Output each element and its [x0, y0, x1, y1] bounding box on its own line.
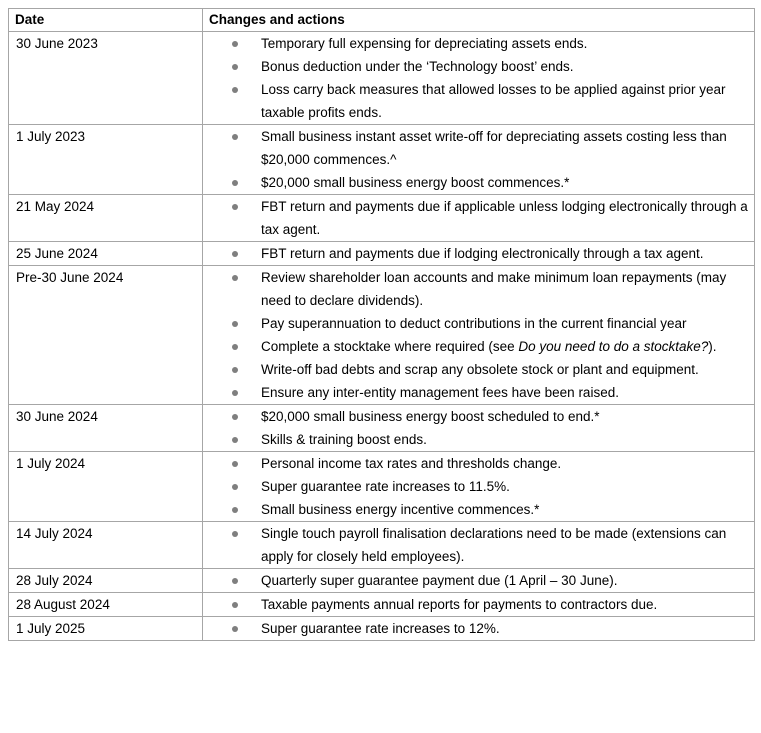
bullet-list: [209, 405, 748, 451]
list-item: Super guarantee rate increases to 11.5%.: [209, 475, 748, 498]
list-item: Super guarantee rate increases to 12%.: [209, 617, 748, 640]
tax-dates-table: [8, 8, 755, 641]
changes-cell: [203, 522, 755, 569]
list-item: Temporary full expensing for depreciating assets ends.: [209, 32, 748, 55]
stocktake-reference: Do you need to do a stocktake?: [518, 339, 709, 354]
changes-cell: [203, 617, 755, 641]
changes-cell: [203, 452, 755, 522]
bullet-list: [209, 569, 748, 592]
changes-cell: [203, 195, 755, 242]
table-row: [9, 593, 755, 617]
table-row: [9, 32, 755, 125]
date-cell: 30 June 2024: [9, 405, 203, 452]
list-item: Taxable payments annual reports for payments to contractors due.: [209, 593, 748, 616]
list-item: Loss carry back measures that allowed losses to be applied against prior year taxable profits ends.: [209, 78, 748, 124]
changes-cell: [203, 125, 755, 195]
date-cell: 30 June 2023: [9, 32, 203, 125]
date-cell: 1 July 2023: [9, 125, 203, 195]
changes-cell: [203, 242, 755, 266]
changes-cell: [203, 405, 755, 452]
bullet-list: [209, 266, 748, 404]
table-row: [9, 266, 755, 405]
date-cell: Pre-30 June 2024: [9, 266, 203, 405]
table-row: [9, 569, 755, 593]
list-item-text: Complete a stocktake where required (see: [261, 339, 519, 354]
changes-cell: [203, 569, 755, 593]
bullet-list: [209, 32, 748, 124]
list-item: Small business instant asset write-off for depreciating assets costing less than $20,000 commences.^: [209, 125, 748, 171]
changes-cell: [203, 593, 755, 617]
date-cell: 1 July 2024: [9, 452, 203, 522]
date-cell: 14 July 2024: [9, 522, 203, 569]
list-item: $20,000 small business energy boost commences.*: [209, 171, 748, 194]
table-row: [9, 617, 755, 641]
table-row: [9, 522, 755, 569]
changes-column-header: Changes and actions: [203, 9, 755, 32]
table-row: [9, 452, 755, 522]
list-item: Small business energy incentive commences.*: [209, 498, 748, 521]
list-item: Skills & training boost ends.: [209, 428, 748, 451]
changes-cell: [203, 266, 755, 405]
bullet-list: [209, 452, 748, 521]
date-cell: 28 August 2024: [9, 593, 203, 617]
bullet-list: [209, 242, 748, 265]
list-item: Review shareholder loan accounts and make minimum loan repayments (may need to declare dividends).: [209, 266, 748, 312]
list-item: [209, 335, 748, 358]
list-item: Bonus deduction under the ‘Technology boost’ ends.: [209, 55, 748, 78]
bullet-list: [209, 195, 748, 241]
table-row: [9, 195, 755, 242]
list-item: Write-off bad debts and scrap any obsolete stock or plant and equipment.: [209, 358, 748, 381]
list-item-suffix: ).: [708, 339, 717, 354]
changes-cell: [203, 32, 755, 125]
bullet-list: [209, 593, 748, 616]
bullet-list: [209, 522, 748, 568]
table-row: [9, 125, 755, 195]
date-cell: 1 July 2025: [9, 617, 203, 641]
bullet-list: [209, 617, 748, 640]
date-cell: 25 June 2024: [9, 242, 203, 266]
date-cell: 21 May 2024: [9, 195, 203, 242]
table-row: [9, 405, 755, 452]
list-item: $20,000 small business energy boost scheduled to end.*: [209, 405, 748, 428]
header-row: [9, 9, 755, 32]
list-item: Personal income tax rates and thresholds change.: [209, 452, 748, 475]
bullet-list: [209, 125, 748, 194]
list-item: Single touch payroll finalisation declarations need to be made (extensions can apply for closely held employees).: [209, 522, 748, 568]
date-column-header: Date: [9, 9, 203, 32]
list-item: FBT return and payments due if applicable unless lodging electronically through a tax agent.: [209, 195, 748, 241]
date-cell: 28 July 2024: [9, 569, 203, 593]
list-item: FBT return and payments due if lodging electronically through a tax agent.: [209, 242, 748, 265]
list-item: Ensure any inter-entity management fees have been raised.: [209, 381, 748, 404]
list-item: Pay superannuation to deduct contributions in the current financial year: [209, 312, 748, 335]
table-row: [9, 242, 755, 266]
list-item: Quarterly super guarantee payment due (1 April – 30 June).: [209, 569, 748, 592]
